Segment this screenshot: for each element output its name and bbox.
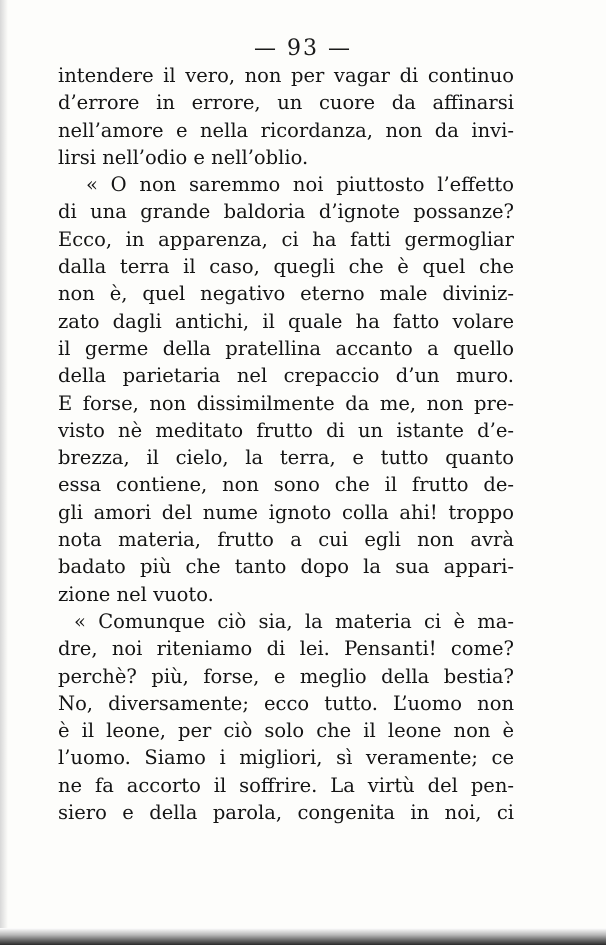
text-line: E forse, non dissimilmente da me, non pre- xyxy=(58,391,514,415)
text-line: è il leone, per ciò solo che il leone non è xyxy=(58,719,514,743)
text-line: intendere il vero, non per vagar di continuo xyxy=(58,64,514,87)
page-number: — 93 — xyxy=(254,36,352,61)
scan-bottom-edge xyxy=(0,928,606,945)
text-line: di una grande baldoria d’ignote possanze? xyxy=(58,200,514,224)
text-line: ne fa accorto il soffrire. La virtù del pen- xyxy=(58,773,514,797)
text-line: zione nel vuoto. xyxy=(58,582,214,606)
page-gutter-shadow xyxy=(0,0,8,945)
text-line: Ecco, in apparenza, ci ha fatti germogliar xyxy=(58,227,514,251)
text-line: nell’amore e nella ricordanza, non da invi- xyxy=(58,118,514,142)
text-line: lirsi nell’odio e nell’oblio. xyxy=(58,145,309,169)
text-line: badato più che tanto dopo la sua appari- xyxy=(58,555,514,579)
text-line: « Comunque ciò sia, la materia ci è ma- xyxy=(74,609,514,633)
text-line: non è, quel negativo eterno male diviniz- xyxy=(58,282,514,306)
text-line: visto nè meditato frutto di un istante d’e- xyxy=(58,418,514,442)
text-line: « O non saremmo noi piuttosto l’effetto xyxy=(86,173,514,197)
text-line: brezza, il cielo, la terra, e tutto quanto xyxy=(58,446,514,470)
text-line: della parietaria nel crepaccio d’un muro. xyxy=(58,364,514,388)
text-line: gli amori del nume ignoto colla ahi! troppo xyxy=(58,500,514,524)
text-line: d’errore in errore, un cuore da affinarsi xyxy=(58,91,514,115)
text-line: l’uomo. Siamo i migliori, sì veramente; ce xyxy=(58,746,514,770)
text-line: dre, noi riteniamo di lei. Pensanti! come? xyxy=(58,637,514,661)
text-line: nota materia, frutto a cui egli non avrà xyxy=(58,528,514,552)
body-text xyxy=(58,62,514,826)
text-line: dalla terra il caso, quegli che è quel che xyxy=(58,255,514,279)
text-line: zato dagli antichi, il quale ha fatto volare xyxy=(58,309,514,333)
text-line: No, diversamente; ecco tutto. L’uomo non xyxy=(58,691,514,715)
text-line: siero e della parola, congenita in noi, ci xyxy=(58,801,514,825)
text-line: essa contiene, non sono che il frutto de- xyxy=(58,473,514,497)
text-line: perchè? più, forse, e meglio della bestia? xyxy=(58,664,514,688)
text-line: il germe della pratellina accanto a quello xyxy=(58,336,514,360)
